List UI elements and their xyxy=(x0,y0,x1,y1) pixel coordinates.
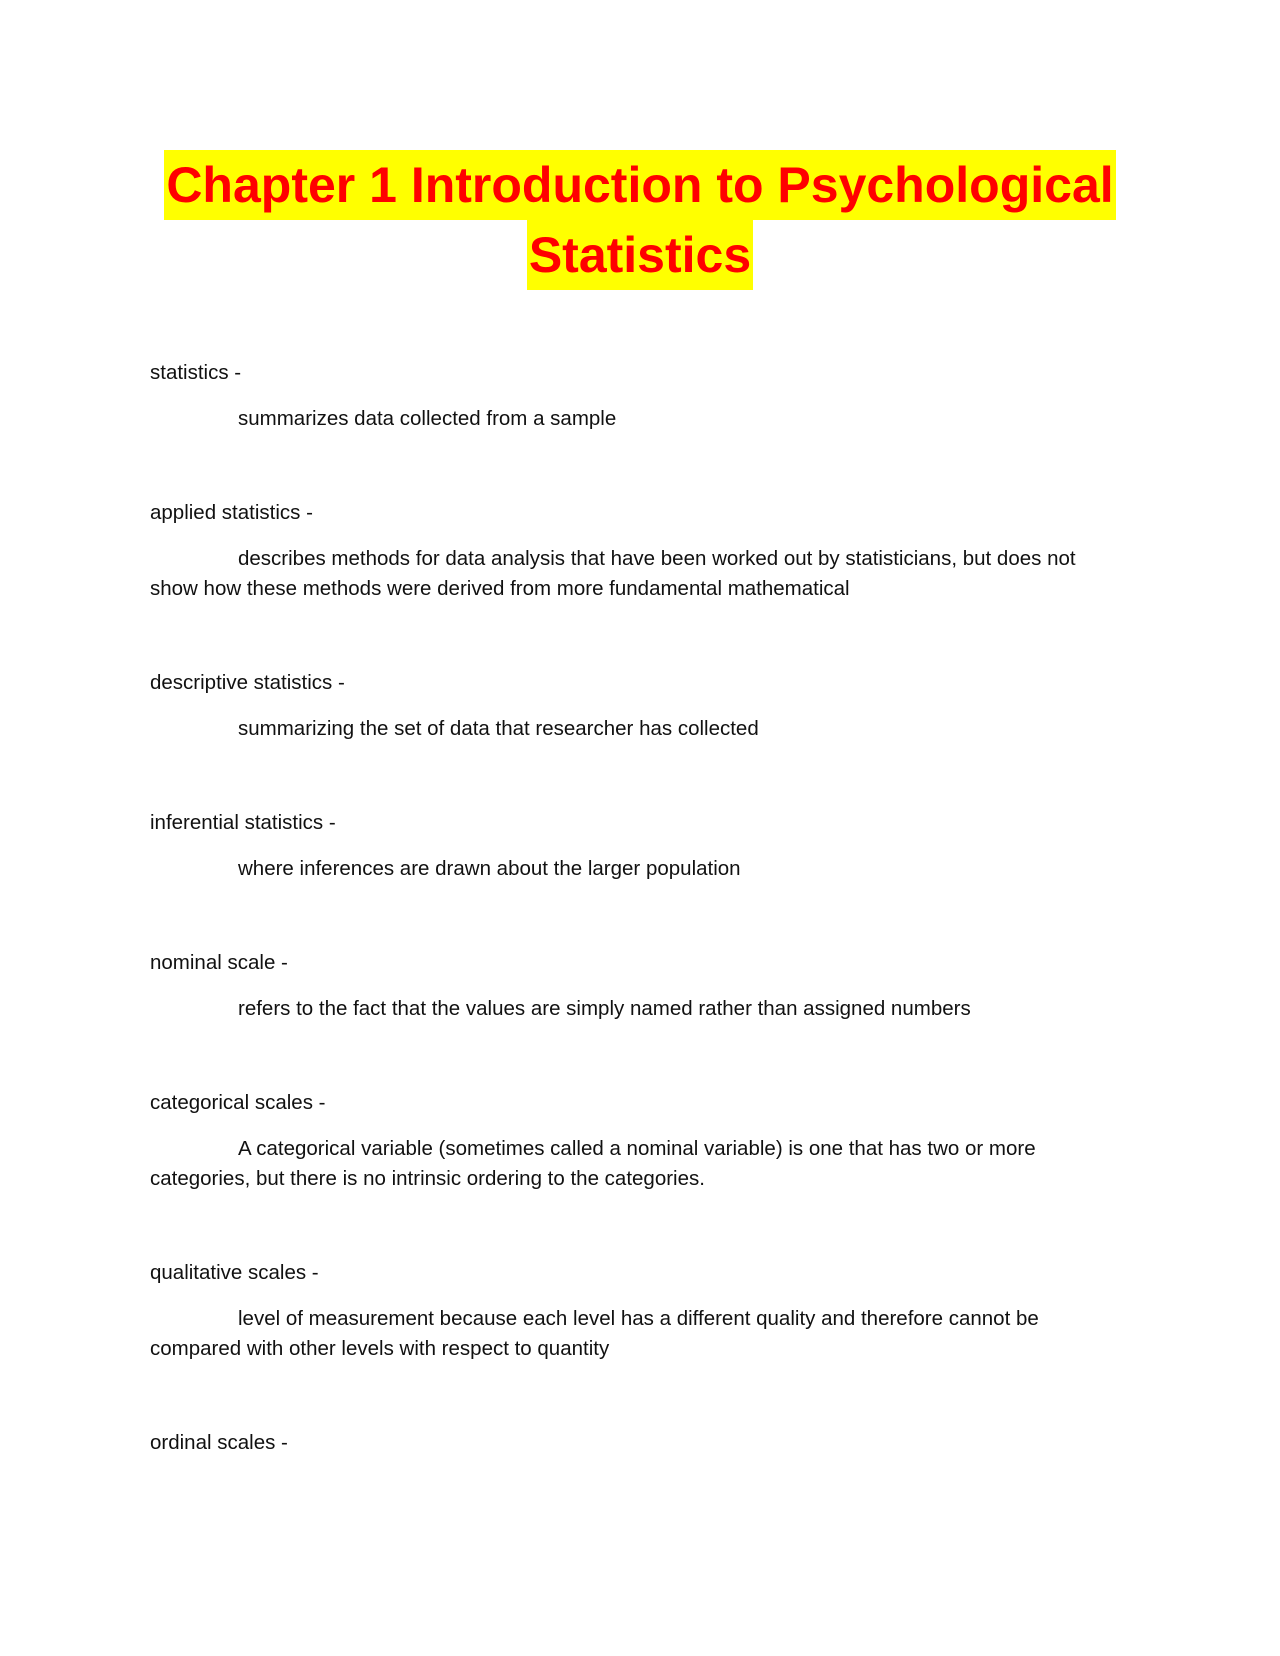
glossary-term: inferential statistics - xyxy=(150,811,336,834)
glossary-term: ordinal scales - xyxy=(150,1431,288,1454)
glossary-definition: where inferences are drawn about the larger population xyxy=(238,857,741,880)
glossary-entry xyxy=(150,948,1110,1024)
glossary-definition: summarizes data collected from a sample xyxy=(238,407,617,430)
glossary-list xyxy=(150,358,1110,1522)
glossary-entry xyxy=(150,668,1110,744)
glossary-definition: refers to the fact that the values are simply named rather than assigned numbers xyxy=(238,997,971,1020)
title-line-1: Chapter 1 Introduction to Psychological xyxy=(164,150,1115,220)
glossary-term: applied statistics - xyxy=(150,501,313,524)
glossary-entry xyxy=(150,808,1110,884)
glossary-entry xyxy=(150,1088,1110,1194)
glossary-term: categorical scales - xyxy=(150,1091,326,1114)
glossary-definition: describes methods for data analysis that have been worked out by statisticians, but does not show how these methods were derived from more fundamental mathematical xyxy=(150,547,1076,600)
glossary-entry xyxy=(150,498,1110,604)
glossary-term: statistics - xyxy=(150,361,242,384)
glossary-entry xyxy=(150,358,1110,434)
document-title xyxy=(140,150,1140,290)
glossary-term: descriptive statistics - xyxy=(150,671,345,694)
glossary-term: qualitative scales - xyxy=(150,1261,319,1284)
glossary-definition: level of measurement because each level has a different quality and therefore cannot be compared with other levels with respect to quantity xyxy=(150,1307,1039,1360)
title-line-2: Statistics xyxy=(527,220,753,290)
glossary-term: nominal scale - xyxy=(150,951,288,974)
glossary-definition: summarizing the set of data that researcher has collected xyxy=(238,717,759,740)
glossary-entry xyxy=(150,1428,1110,1458)
glossary-entry xyxy=(150,1258,1110,1364)
glossary-definition: A categorical variable (sometimes called a nominal variable) is one that has two or more categories, but there is no intrinsic ordering to the categories. xyxy=(150,1137,1036,1190)
